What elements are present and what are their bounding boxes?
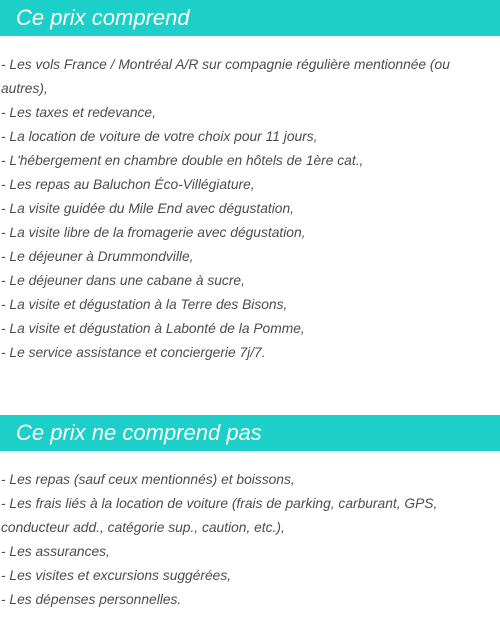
included-section-title: Ce prix comprend [16,5,190,30]
list-item: - Les repas (sauf ceux mentionnés) et boissons, [1,472,295,487]
excluded-section-header [0,415,500,451]
list-item: - L'hébergement en chambre double en hôtels de 1ère cat., [1,153,364,168]
list-item: - La visite guidée du Mile End avec dégustation, [1,201,294,216]
excluded-section-title: Ce prix ne comprend pas [16,420,262,445]
excluded-items-list [1,468,497,612]
list-item: - Les dépenses personnelles. [1,592,182,607]
list-item: - Le déjeuner à Drummondville, [1,249,194,264]
list-item: - Les assurances, [1,544,110,559]
list-item: - Les visites et excursions suggérées, [1,568,232,583]
list-item: - La visite libre de la fromagerie avec dégustation, [1,225,306,240]
included-section-header [0,0,500,36]
list-item: - Le déjeuner dans une cabane à sucre, [1,273,245,288]
list-item: - Les repas au Baluchon Éco-Villégiature, [1,177,255,192]
list-item: - Les frais liés à la location de voiture (frais de parking, carburant, GPS, conducteur add., catégorie sup., caution, etc.), [1,496,438,535]
included-items-list [1,53,497,365]
list-item: - Les taxes et redevance, [1,105,156,120]
list-item: - La visite et dégustation à la Terre des Bisons, [1,297,288,312]
list-item: - Le service assistance et conciergerie 7j/7. [1,345,266,360]
list-item: - Les vols France / Montréal A/R sur compagnie régulière mentionnée (ou autres), [1,57,450,96]
list-item: - La visite et dégustation à Labonté de la Pomme, [1,321,305,336]
list-item: - La location de voiture de votre choix pour 11 jours, [1,129,318,144]
